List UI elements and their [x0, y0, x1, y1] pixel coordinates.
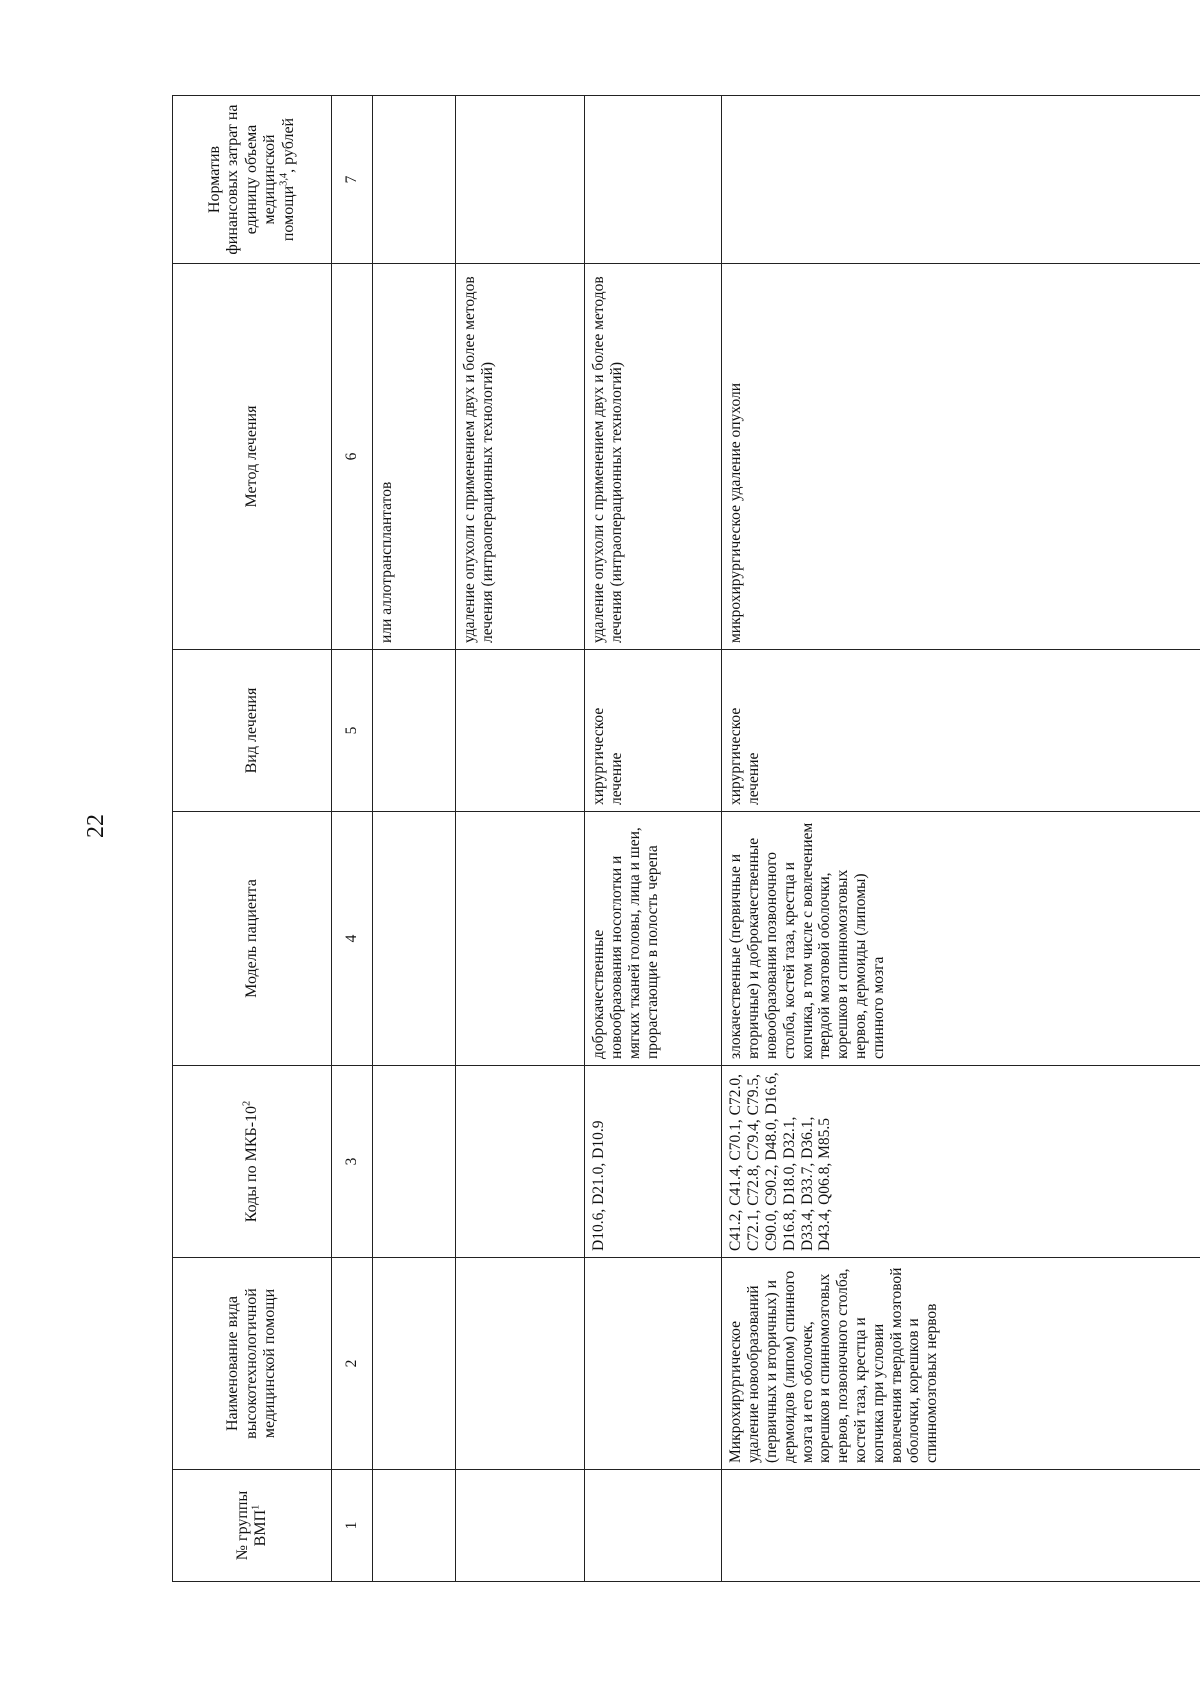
rotated-table-container [172, 96, 1200, 1582]
header-patient-model-text: Модель пациента [242, 879, 260, 998]
column-number: 5 [332, 650, 373, 812]
table-row [585, 96, 722, 1582]
header-cost-standard [173, 96, 332, 264]
header-cost-standard-text: Норматив финансовых затрат на единицу объема медицинской помощи [206, 104, 297, 255]
table-cell: Микрохирургическое удаление новообразований (первичных и вторичных) и дермоидов (липом) спинного мозга и его оболочек, корешков и спинномозговых нервов, позвоночного столба, костей таза, крестца и копчика при условии вовлечения твердой мозговой оболочки, корешков и спинномозговых нервов [722, 1258, 1200, 1470]
vmp-table [172, 95, 1200, 1582]
header-treatment-method-text: Метод лечения [242, 405, 260, 508]
table-row [373, 96, 456, 1582]
header-treatment-type [173, 650, 332, 812]
footnote-marker: 3,4 [278, 172, 290, 186]
header-care-type-name [173, 1258, 332, 1470]
table-cell: удаление опухоли с применением двух и более методов лечения (интраоперационных технологий) [585, 264, 722, 650]
column-number: 1 [332, 1470, 373, 1582]
table-cell [373, 812, 456, 1066]
header-treatment-method [173, 264, 332, 650]
table-cell [373, 1470, 456, 1582]
table-cell: хирургическое лечение [722, 650, 1200, 812]
table-cell [722, 96, 1200, 264]
table-row [722, 96, 1200, 1582]
column-number-row [332, 96, 373, 1582]
table-cell: злокачественные (первичные и вторичные) и доброкачественные новообразования позвоночного столба, костей таза, крестца и копчика, в том числе с вовлечением твердой мозговой оболочки, корешков и спинномозговых нервов, дермоиды (липомы) спинного мозга [722, 812, 1200, 1066]
table-cell [373, 650, 456, 812]
header-care-type-name-text: Наименование вида высокотехнологичной медицинской помощи [224, 1288, 279, 1439]
header-treatment-type-text: Вид лечения [242, 687, 260, 774]
table-cell: удаление опухоли с применением двух и более методов лечения (интраоперационных технологий) [456, 264, 585, 650]
page-number: 22 [83, 814, 109, 838]
table-cell [585, 96, 722, 264]
table-cell [585, 1470, 722, 1582]
table-cell: или аллотрансплантатов [373, 264, 456, 650]
footnote-marker: 2 [241, 1100, 253, 1106]
header-group-number [173, 1470, 332, 1582]
footnote-marker: 1 [250, 1504, 262, 1510]
column-number: 3 [332, 1066, 373, 1258]
table-cell [456, 1066, 585, 1258]
table-cell [456, 650, 585, 812]
table-cell [722, 1470, 1200, 1582]
table-cell: C41.2, C41.4, C70.1, C72.0, C72.1, C72.8, C79.4, C79.5, C90.0, C90.2, D48.0, D16.6, D16.8, D18.0, D32.1, D33.4, D33.7, D36.1, D43.4, Q06.8, M85.5 [722, 1066, 1200, 1258]
table-cell: микрохирургическое удаление опухоли [722, 264, 1200, 650]
table-cell [456, 812, 585, 1066]
table-cell: доброкачественные новообразования носоглотки и мягких тканей головы, лица и шеи, прорастающие в полость черепа [585, 812, 722, 1066]
table-cell [585, 1258, 722, 1470]
header-cost-standard-suffix: , рублей [279, 117, 297, 173]
header-group-number-text: № группы ВМП [233, 1490, 269, 1561]
table-cell [456, 1470, 585, 1582]
table-cell [456, 96, 585, 264]
header-icd-codes [173, 1066, 332, 1258]
table-cell [373, 96, 456, 264]
table-cell: D10.6, D21.0, D10.9 [585, 1066, 722, 1258]
table-cell [456, 1258, 585, 1470]
header-patient-model [173, 812, 332, 1066]
column-number: 2 [332, 1258, 373, 1470]
column-number: 6 [332, 264, 373, 650]
table-row [456, 96, 585, 1582]
table-cell: хирургическое лечение [585, 650, 722, 812]
column-number: 4 [332, 812, 373, 1066]
header-row [173, 96, 332, 1582]
header-icd-codes-text: Коды по МКБ-10 [242, 1105, 260, 1223]
column-number: 7 [332, 96, 373, 264]
table-cell [373, 1066, 456, 1258]
table-cell [373, 1258, 456, 1470]
